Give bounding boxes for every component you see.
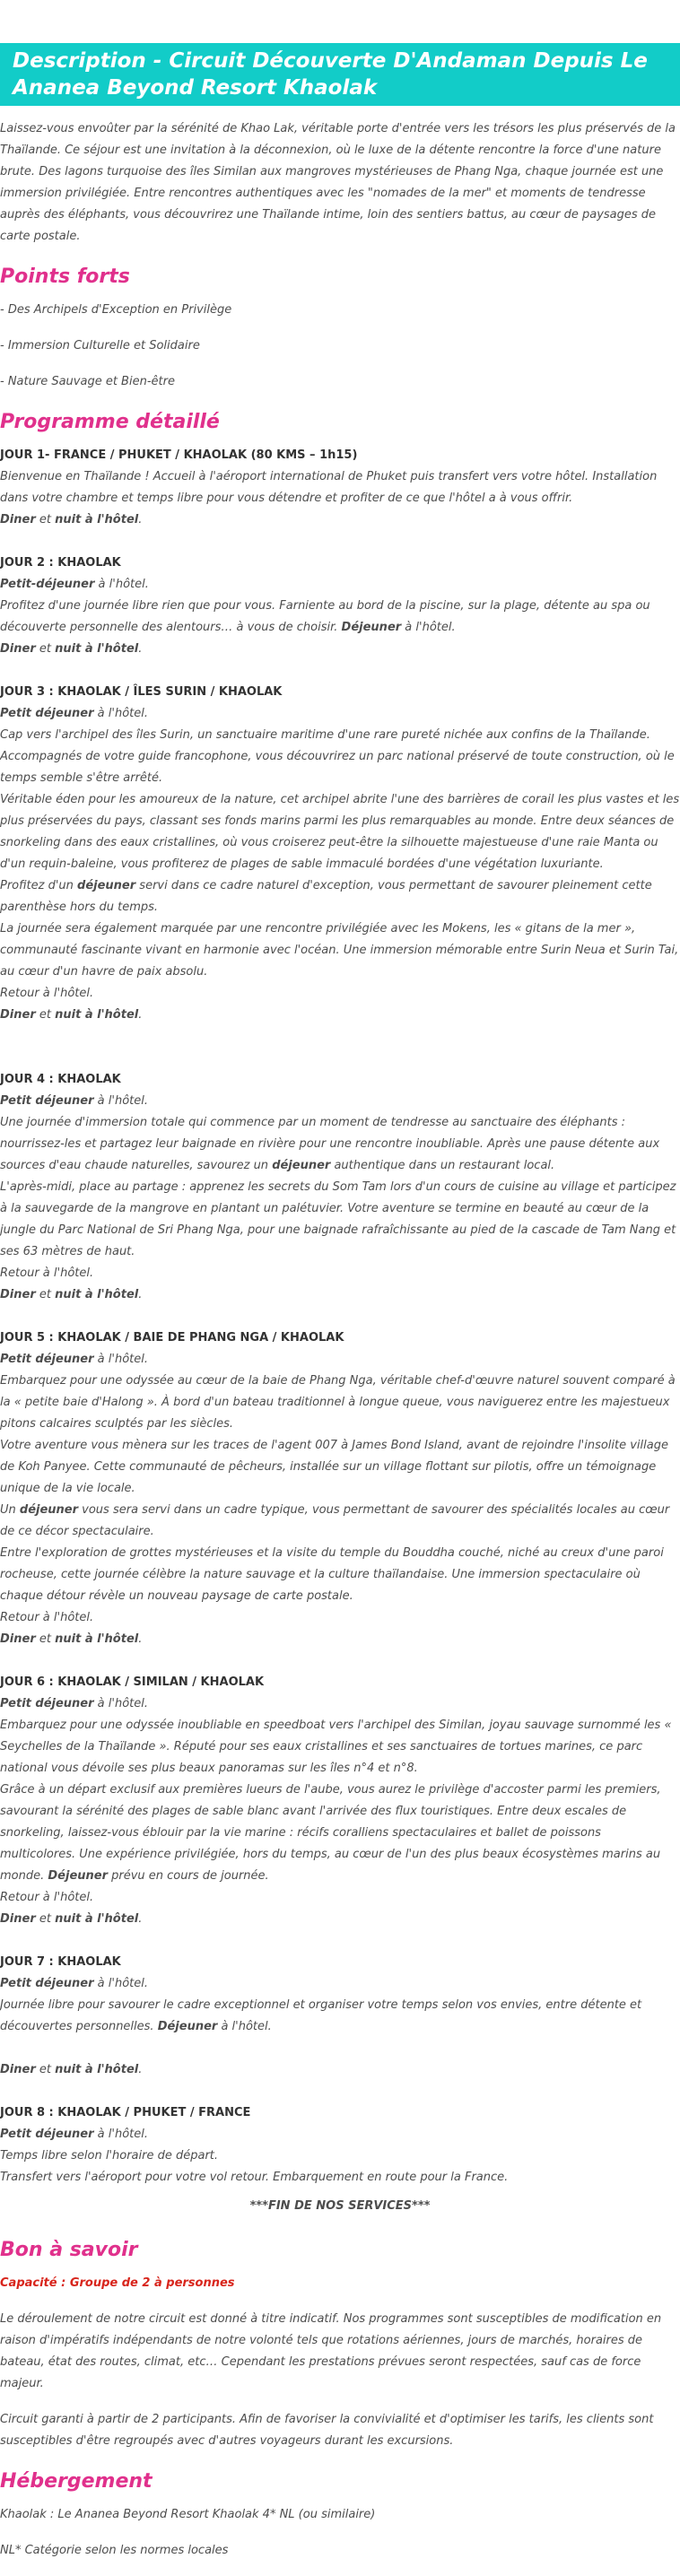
text-part: Grâce à un départ exclusif aux premières lueurs de l'aube, vous aurez le privilège d'accoster parmi les premiers, savourant la sérénité des plages de sable blanc avant l'arrivée des flux touristiques. Entre deux escales de snorkeling, laissez-vous éblouir par la vie marine : récifs coralliens spectaculaires et ballet de poissons multicolores. Une expérience privilégiée, hors du temps, au cœur de l'un des plus beaux écosystèmes marins au monde. bbox=[0, 1783, 661, 1883]
highlight-item-3: - Nature Sauvage et Bien-être bbox=[0, 375, 175, 388]
day-2 bbox=[0, 553, 680, 660]
day-6-return: Retour à l'hôtel. bbox=[0, 1891, 94, 1904]
day-1-meals bbox=[0, 509, 680, 531]
and-text: et bbox=[35, 1632, 56, 1646]
spacer bbox=[0, 1048, 680, 1069]
day-4-text-2: L'après-midi, place au partage : apprenez les secrets du Som Tam lors d'un cours de cuisine au village et participez à la sauvegarde de la mangrove en plantant un palétuvier. Votre aventure se termine en beauté au cœur de la jungle du Parc National de Sri Phang Nga, pour une baignade rafraîchissante au pied de la cascade de Tam Nang et ses 63 mètres de haut. bbox=[0, 1180, 676, 1258]
title-bar bbox=[0, 43, 680, 106]
day-8 bbox=[0, 2102, 680, 2189]
highlight-item-2: - Immersion Culturelle et Solidaire bbox=[0, 339, 200, 352]
at-hotel-text: à l'hôtel. bbox=[94, 578, 149, 591]
day-7-meals bbox=[0, 2059, 680, 2081]
day-3-text-4: La journée sera également marquée par une rencontre privilégiée avec les Mokens, les « gitans de la mer », communauté fascinante vivant en harmonie avec l'océan. Une immersion mémorable entre Surin Neua et Surin Tai, au cœur d'un havre de paix absolu. bbox=[0, 922, 679, 979]
at-hotel-text: à l'hôtel. bbox=[93, 1977, 148, 1990]
lunch-label: déjeuner bbox=[272, 1159, 331, 1172]
night-label: nuit à l'hôtel bbox=[55, 2063, 139, 2076]
dinner-label: Diner bbox=[0, 1912, 36, 1926]
and-text: et bbox=[35, 1912, 56, 1926]
day-5-breakfast bbox=[0, 1349, 680, 1371]
lunch-label: Déjeuner bbox=[48, 1869, 108, 1883]
day-2-title: JOUR 2 : KHAOLAK bbox=[0, 556, 121, 570]
day-4-return: Retour à l'hôtel. bbox=[0, 1266, 94, 1280]
accommodation-text-2: NL* Catégorie selon les normes locales bbox=[0, 2544, 229, 2557]
good-to-know-title: Bon à savoir bbox=[0, 2239, 138, 2261]
day-5 bbox=[0, 1327, 680, 1650]
and-text: et bbox=[35, 2063, 56, 2076]
program-title: Programme détaillé bbox=[0, 411, 220, 433]
night-label: nuit à l'hôtel bbox=[55, 1008, 139, 1022]
day-5-text-3 bbox=[0, 1500, 680, 1543]
breakfast-label: Petit déjeuner bbox=[0, 1094, 94, 1108]
text-part: Journée libre pour savourer le cadre exceptionnel et organiser votre temps selon vos envies, entre détente et découvertes personnelles. bbox=[0, 1998, 642, 2033]
period: . bbox=[138, 1912, 143, 1926]
day-7-text-1 bbox=[0, 1995, 680, 2038]
day-2-meals bbox=[0, 639, 680, 660]
dinner-label: Diner bbox=[0, 2063, 36, 2076]
day-7-breakfast bbox=[0, 1973, 680, 1995]
day-6-meals bbox=[0, 1909, 680, 1930]
day-6-title: JOUR 6 : KHAOLAK / SIMILAN / KHAOLAK bbox=[0, 1675, 265, 1689]
and-text: et bbox=[35, 642, 56, 656]
lunch-label: déjeuner bbox=[19, 1503, 79, 1517]
at-hotel-text: à l'hôtel. bbox=[93, 707, 148, 720]
day-7 bbox=[0, 1952, 680, 2081]
day-1-title: JOUR 1- FRANCE / PHUKET / KHAOLAK (80 KMS – 1h15) bbox=[0, 448, 358, 462]
lunch-label: Déjeuner bbox=[341, 621, 402, 634]
day-6-text-1: Embarquez pour une odyssée inoubliable en speedboat vers l'archipel des Similan, joyau sauvage surnommé les « Seychelles de la Thaïlande ». Réputé pour ses eaux cristallines et ses sanctuaires de tortues marines, ce parc national vous dévoile ses plus beaux panoramas sur les îles n°4 et n°8. bbox=[0, 1719, 672, 1775]
day-4 bbox=[0, 1069, 680, 1306]
text-part: Profitez d'un bbox=[0, 879, 78, 892]
period: . bbox=[138, 1008, 143, 1022]
capacity-text: Capacité : Groupe de 2 à personnes bbox=[0, 2276, 235, 2290]
and-text: et bbox=[35, 1288, 56, 1301]
lunch-label: Déjeuner bbox=[157, 2020, 218, 2033]
day-8-breakfast bbox=[0, 2124, 680, 2145]
breakfast-label: Petit-déjeuner bbox=[0, 578, 95, 591]
dinner-label: Diner bbox=[0, 513, 36, 527]
day-1 bbox=[0, 445, 680, 531]
day-8-title: JOUR 8 : KHAOLAK / PHUKET / FRANCE bbox=[0, 2106, 251, 2119]
night-label: nuit à l'hôtel bbox=[55, 513, 139, 527]
end-of-services: ***FIN DE NOS SERVICES*** bbox=[249, 2199, 431, 2213]
day-6-breakfast bbox=[0, 1693, 680, 1715]
day-3-breakfast bbox=[0, 703, 680, 725]
text-part: à l'hôtel. bbox=[217, 2020, 272, 2033]
breakfast-label: Petit déjeuner bbox=[0, 1353, 94, 1366]
day-2-text-body: Profitez d'une journée libre rien que pour vous. Farniente au bord de la piscine, sur la plage, détente au spa ou découverte personnelle des alentours… à vous de choisir. bbox=[0, 599, 650, 634]
good-to-know-text-1: Le déroulement de notre circuit est donné à titre indicatif. Nos programmes sont susceptibles de modification en raison d'impératifs indépendants de notre volonté tels que rotations aériennes, jours de marchés, horaires de bateau, état des routes, climat, etc… Cependant les prestations prévues seront respectées, sauf cas de force majeur. bbox=[0, 2312, 662, 2390]
breakfast-label: Petit déjeuner bbox=[0, 1977, 94, 1990]
day-4-title: JOUR 4 : KHAOLAK bbox=[0, 1073, 121, 1086]
text-part: Un bbox=[0, 1503, 20, 1517]
day-5-title: JOUR 5 : KHAOLAK / BAIE DE PHANG NGA / KHAOLAK bbox=[0, 1331, 344, 1345]
text-part: Une journée d'immersion totale qui commence par un moment de tendresse au sanctuaire des éléphants : nourrissez-les et partagez leur baignade en rivière pour une rencontre inoubliable. Après une pause détente aux sources d'eau chaude naturelles, savourez un bbox=[0, 1116, 660, 1172]
day-2-breakfast bbox=[0, 574, 680, 596]
and-text: et bbox=[35, 1008, 56, 1022]
at-hotel-text: à l'hôtel. bbox=[93, 1094, 148, 1108]
dinner-label: Diner bbox=[0, 642, 36, 656]
accommodation-text-1: Khaolak : Le Ananea Beyond Resort Khaolak 4* NL (ou similaire) bbox=[0, 2508, 376, 2521]
day-8-text-1: Temps libre selon l'horaire de départ. bbox=[0, 2149, 219, 2163]
text-part: servi dans ce cadre naturel d'exception, vous permettant de savourer pleinement cette parenthèse hors du temps. bbox=[0, 879, 652, 914]
day-6 bbox=[0, 1672, 680, 1930]
breakfast-label: Petit déjeuner bbox=[0, 2128, 94, 2141]
day-3-return: Retour à l'hôtel. bbox=[0, 987, 94, 1000]
period: . bbox=[138, 642, 143, 656]
day-3-title: JOUR 3 : KHAOLAK / ÎLES SURIN / KHAOLAK bbox=[0, 685, 283, 699]
and-text: et bbox=[35, 513, 56, 527]
night-label: nuit à l'hôtel bbox=[55, 1288, 139, 1301]
breakfast-label: Petit déjeuner bbox=[0, 707, 94, 720]
spacer bbox=[0, 2038, 680, 2059]
period: . bbox=[138, 1288, 143, 1301]
day-3-meals bbox=[0, 1005, 680, 1026]
at-hotel-text: à l'hôtel. bbox=[93, 2128, 148, 2141]
good-to-know-text-2: Circuit garanti à partir de 2 participants. Afin de favoriser la convivialité et d'optimiser les tarifs, les clients sont susceptibles d'être regroupés avec d'autres voyageurs durant les excursions. bbox=[0, 2413, 654, 2448]
text-part: authentique dans un restaurant local. bbox=[330, 1159, 555, 1172]
period: . bbox=[138, 2063, 143, 2076]
day-5-text-4: Entre l'exploration de grottes mystérieuses et la visite du temple du Bouddha couché, niché au creux d'une paroi rocheuse, cette journée célèbre la nature sauvage et la culture thaïlandaise. Une immersion spectaculaire où chaque détour révèle un nouveau paysage de carte postale. bbox=[0, 1546, 664, 1603]
dinner-label: Diner bbox=[0, 1288, 36, 1301]
day-3-text-1: Cap vers l'archipel des îles Surin, un sanctuaire maritime d'une rare pureté nichée aux confins de la Thaïlande. Accompagnés de votre guide francophone, vous découvrirez un parc national préservé de toute construction, où le temps semble s'être arrêté. bbox=[0, 728, 675, 785]
lunch-at-text: à l'hôtel. bbox=[401, 621, 456, 634]
day-4-text-1 bbox=[0, 1112, 680, 1177]
dinner-label: Diner bbox=[0, 1632, 36, 1646]
night-label: nuit à l'hôtel bbox=[55, 1912, 139, 1926]
day-8-text-2: Transfert vers l'aéroport pour votre vol retour. Embarquement en route pour la France. bbox=[0, 2171, 509, 2184]
day-5-return: Retour à l'hôtel. bbox=[0, 1611, 94, 1624]
content bbox=[0, 118, 680, 2576]
page-title: Description - Circuit Découverte D'Andaman Depuis Le Ananea Beyond Resort Khaolak bbox=[13, 49, 648, 100]
night-label: nuit à l'hôtel bbox=[55, 1632, 139, 1646]
accommodation-title: Hébergement bbox=[0, 2470, 153, 2493]
day-5-text-2: Votre aventure vous mènera sur les traces de l'agent 007 à James Bond Island, avant de rejoindre l'insolite village de Koh Panyee. Cette communauté de pêcheurs, installée sur un village flottant sur pilotis, offre un témoignage unique de la vie locale. bbox=[0, 1439, 668, 1495]
day-4-meals bbox=[0, 1284, 680, 1306]
day-5-text-1: Embarquez pour une odyssée au cœur de la baie de Phang Nga, véritable chef-d'œuvre naturel souvent comparé à la « petite baie d'Halong ». À bord d'un bateau traditionnel à longue queue, vous naviguerez entre les majestueux pitons calcaires sculptés par les siècles. bbox=[0, 1374, 676, 1431]
breakfast-label: Petit déjeuner bbox=[0, 1697, 94, 1710]
night-label: nuit à l'hôtel bbox=[55, 642, 139, 656]
day-3-text-2: Véritable éden pour les amoureux de la nature, cet archipel abrite l'une des barrières de corail les plus vastes et les plus préservées du pays, classant ses fonds marins parmi les plus remarquables au monde. Entre deux séances de snorkeling dans des eaux cristallines, où vous croiserez peut-être la silhouette majestueuse d'une raie Manta ou d'un requin-baleine, vous profiterez de plages de sable immaculé bordées d'une végétation luxuriante. bbox=[0, 793, 680, 871]
dinner-label: Diner bbox=[0, 1008, 36, 1022]
text-part: prévu en cours de journée. bbox=[108, 1869, 269, 1883]
period: . bbox=[138, 1632, 143, 1646]
period: . bbox=[138, 513, 143, 527]
text-part: vous sera servi dans un cadre typique, vous permettant de savourer des spécialités locales au cœur de ce décor spectaculaire. bbox=[0, 1503, 670, 1538]
highlights-title: Points forts bbox=[0, 265, 130, 288]
intro-text: Laissez-vous envoûter par la sérénité de Khao Lak, véritable porte d'entrée vers les trésors les plus préservés de la Thaïlande. Ce séjour est une invitation à la déconnexion, où le luxe de la détente rencontre la force d'une nature brute. Des lagons turquoise des îles Similan aux mangroves mystérieuses de Phang Nga, chaque journée est une immersion privilégiée. Entre rencontres authentiques avec les "nomades de la mer" et moments de tendresse auprès des éléphants, vous découvrirez une Thaïlande intime, loin des sentiers battus, au cœur de paysages de carte postale. bbox=[0, 122, 676, 243]
at-hotel-text: à l'hôtel. bbox=[93, 1697, 148, 1710]
day-2-text bbox=[0, 596, 680, 639]
highlight-item-1: - Des Archipels d'Exception en Privilège bbox=[0, 303, 232, 317]
at-hotel-text: à l'hôtel. bbox=[93, 1353, 148, 1366]
lunch-label: déjeuner bbox=[77, 879, 136, 892]
day-3 bbox=[0, 682, 680, 1026]
day-3-text-3 bbox=[0, 875, 680, 918]
day-4-breakfast bbox=[0, 1091, 680, 1112]
day-5-meals bbox=[0, 1629, 680, 1650]
day-1-text: Bienvenue en Thaïlande ! Accueil à l'aéroport international de Phuket puis transfert vers votre hôtel. Installation dans votre chambre et temps libre pour vous détendre et profiter de ce que l'hôtel a à vous offrir. bbox=[0, 470, 658, 505]
day-6-text-2 bbox=[0, 1780, 680, 1887]
day-7-title: JOUR 7 : KHAOLAK bbox=[0, 1955, 121, 1969]
